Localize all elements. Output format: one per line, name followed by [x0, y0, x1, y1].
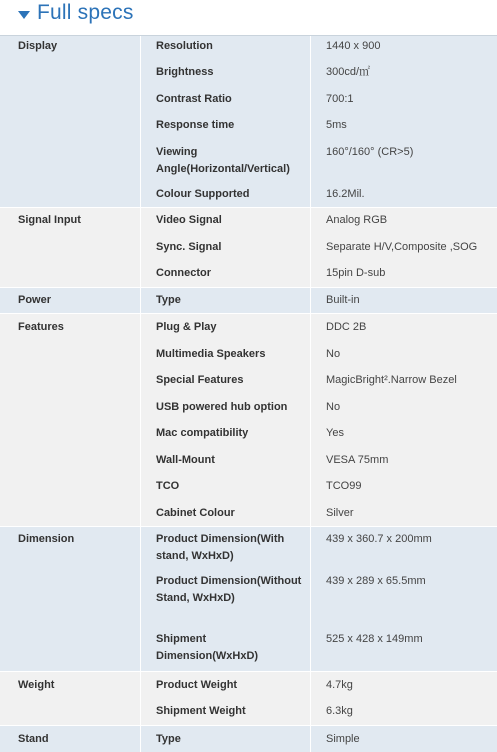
spec-category: Signal Input: [18, 214, 81, 226]
spec-group-power: [0, 287, 497, 313]
spec-label: Contrast Ratio: [156, 93, 232, 105]
group-divider: [0, 671, 497, 672]
spec-value: Analog RGB: [326, 214, 388, 226]
spec-value: MagicBright².Narrow Bezel: [326, 374, 457, 386]
spec-label: Product Dimension(With stand, WxHxD): [156, 533, 285, 562]
caret-down-icon[interactable]: [18, 11, 30, 19]
spec-group-weight: [0, 671, 497, 725]
spec-value: TCO99: [326, 480, 362, 492]
spec-label: Sync. Signal: [156, 241, 222, 253]
spec-value: Silver: [326, 507, 354, 519]
spec-value: 525 x 428 x 149mm: [326, 633, 423, 645]
section-title: Full specs: [37, 1, 134, 24]
spec-value: Separate H/V,Composite ,SOG: [326, 241, 478, 253]
spec-value: 5ms: [326, 119, 347, 131]
spec-label: USB powered hub option: [156, 401, 288, 413]
spec-group-features: [0, 313, 497, 526]
spec-value: 300cd/㎡: [326, 66, 371, 78]
spec-label: Viewing Angle(Horizontal/Vertical): [156, 146, 290, 175]
spec-value: Simple: [326, 733, 360, 745]
spec-label: Brightness: [156, 66, 214, 78]
spec-label: Plug & Play: [156, 321, 217, 333]
spec-value: 16.2Mil.: [326, 188, 365, 200]
spec-category: Weight: [18, 679, 55, 691]
spec-value: 6.3kg: [326, 705, 353, 717]
spec-value: 439 x 289 x 65.5mm: [326, 575, 426, 587]
spec-label: Shipment Dimension(WxHxD): [156, 633, 259, 662]
group-divider: [0, 725, 497, 726]
spec-value: 700:1: [326, 93, 354, 105]
spec-label: Response time: [156, 119, 235, 131]
spec-group-stand: [0, 725, 497, 752]
spec-value: 4.7kg: [326, 679, 353, 691]
spec-value: DDC 2B: [326, 321, 367, 333]
group-divider: [0, 526, 497, 527]
spec-label: Connector: [156, 267, 211, 279]
column-divider: [140, 36, 141, 752]
spec-category: Power: [18, 294, 52, 306]
column-divider: [310, 36, 311, 752]
spec-category: Display: [18, 40, 58, 52]
spec-value: No: [326, 348, 341, 360]
spec-label: Type: [156, 294, 181, 306]
spec-label: Video Signal: [156, 214, 222, 226]
spec-value: VESA 75mm: [326, 454, 389, 466]
spec-value: 1440 x 900: [326, 40, 381, 52]
spec-value: Yes: [326, 427, 344, 439]
spec-label: Colour Supported: [156, 188, 250, 200]
group-divider: [0, 313, 497, 314]
spec-label: Special Features: [156, 374, 244, 386]
spec-label: Mac compatibility: [156, 427, 249, 439]
spec-category: Stand: [18, 733, 49, 745]
group-divider: [0, 207, 497, 208]
spec-label: Resolution: [156, 40, 213, 52]
spec-label: TCO: [156, 480, 180, 492]
spec-group-display: [0, 36, 497, 207]
spec-label: Multimedia Speakers: [156, 348, 266, 360]
spec-category: Dimension: [18, 533, 75, 545]
spec-group-dimension: [0, 526, 497, 671]
full-specs-header[interactable]: [0, 0, 497, 36]
spec-label: Wall-Mount: [156, 454, 215, 466]
spec-value: 160°/160° (CR>5): [326, 146, 414, 158]
spec-value: 439 x 360.7 x 200mm: [326, 533, 432, 545]
spec-label: Product Dimension(Without Stand, WxHxD): [156, 575, 302, 604]
spec-value: 15pin D-sub: [326, 267, 386, 279]
spec-group-signal-input: [0, 207, 497, 287]
spec-label: Cabinet Colour: [156, 507, 235, 519]
spec-category: Features: [18, 321, 64, 333]
spec-value: Built-in: [326, 294, 360, 306]
spec-label: Shipment Weight: [156, 705, 246, 717]
group-divider: [0, 287, 497, 288]
spec-label: Type: [156, 733, 181, 745]
spec-label: Product Weight: [156, 679, 238, 691]
spec-value: No: [326, 401, 341, 413]
